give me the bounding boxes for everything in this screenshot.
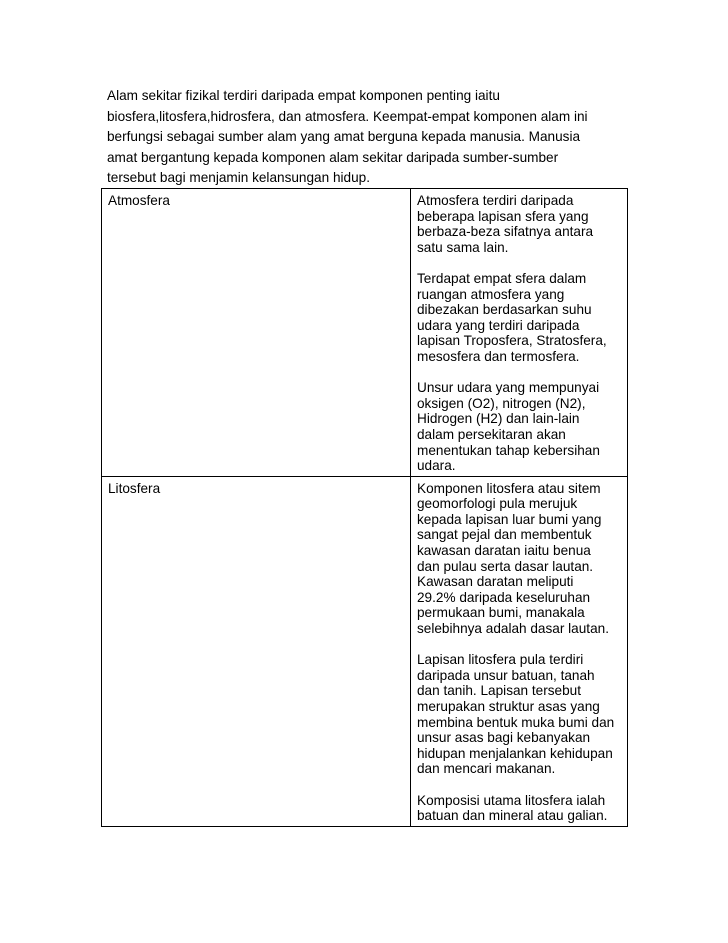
description-line: dibezakan berdasarkan suhu: [417, 302, 592, 318]
intro-line: berfungsi sebagai sumber alam yang amat berguna kepada manusia. Manusia: [107, 129, 581, 145]
description-line: satu sama lain.: [417, 239, 509, 255]
description-paragraph: [417, 481, 621, 637]
description-line: sangat pejal dan membentuk: [417, 527, 592, 543]
description-line: Hidrogen (H2) dan lain-lain: [417, 411, 580, 427]
description-line: membina bentuk muka bumi dan: [417, 714, 615, 730]
intro-paragraph: [107, 86, 647, 189]
table-row: [102, 189, 628, 477]
description-line: oksigen (O2), nitrogen (N2),: [417, 395, 586, 411]
description-line: Komponen litosfera atau sitem: [417, 480, 601, 496]
description-line: dan mencari makanan.: [417, 761, 556, 777]
description-line: 29.2% daripada keseluruhan: [417, 589, 591, 605]
table-row: [102, 476, 628, 826]
description-line: lapisan Troposfera, Stratosfera,: [417, 333, 607, 349]
description-paragraph: [417, 652, 621, 777]
description-paragraph: [417, 271, 621, 365]
description-line: dalam persekitaran akan: [417, 426, 566, 442]
intro-line: amat bergantung kepada komponen alam sekitar daripada sumber-sumber: [107, 149, 559, 165]
term-cell: Atmosfera: [102, 189, 411, 477]
description-line: kawasan daratan iaitu benua: [417, 543, 591, 559]
description-line: permukaan bumi, manakala: [417, 605, 585, 621]
description-line: Kawasan daratan meliputi: [417, 574, 574, 590]
description-line: dan tanih. Lapisan tersebut: [417, 683, 582, 699]
description-line: menentukan tahap kebersihan: [417, 442, 600, 458]
term-cell: Litosfera: [102, 476, 411, 826]
description-line: berbaza-beza sifatnya antara: [417, 224, 594, 240]
description-cell: [411, 189, 628, 477]
description-line: merupakan struktur asas yang: [417, 699, 600, 714]
intro-line: biosfera,litosfera,hidrosfera, dan atmosfera. Keempat-empat komponen alam ini: [107, 108, 588, 124]
description-line: Komposisi utama litosfera ialah: [417, 792, 606, 808]
description-line: Lapisan litosfera pula terdiri: [417, 652, 584, 668]
description-line: mesosfera dan termosfera.: [417, 348, 580, 364]
description-line: geomorfologi pula merujuk: [417, 496, 578, 512]
description-line: Unsur udara yang mempunyai: [417, 380, 600, 396]
description-line: ruangan atmosfera yang: [417, 286, 565, 302]
description-cell: [411, 476, 628, 826]
description-paragraph: [417, 380, 621, 474]
description-line: batuan dan mineral atau galian.: [417, 808, 608, 824]
description-paragraph: [417, 193, 621, 255]
description-line: beberapa lapisan sfera yang: [417, 208, 589, 224]
description-line: hidupan menjalankan kehidupan: [417, 745, 613, 761]
description-line: unsur asas bagi kebanyakan: [417, 730, 591, 746]
description-line: kepada lapisan luar bumi yang: [417, 511, 602, 527]
intro-line: Alam sekitar fizikal terdiri daripada empat komponen penting iaitu: [107, 88, 500, 103]
description-line: udara yang terdiri daripada: [417, 317, 580, 333]
description-line: Terdapat empat sfera dalam: [417, 270, 587, 286]
intro-line: tersebut bagi menjamin kelansungan hidup.: [107, 170, 370, 186]
components-table: [101, 188, 628, 827]
description-paragraph: [417, 793, 621, 824]
description-line: dan pulau serta dasar lautan.: [417, 558, 594, 574]
description-line: selebihnya adalah dasar lautan.: [417, 621, 609, 637]
description-line: Atmosfera terdiri daripada: [417, 193, 574, 208]
description-line: udara.: [417, 458, 456, 474]
description-line: daripada unsur batuan, tanah: [417, 667, 595, 683]
